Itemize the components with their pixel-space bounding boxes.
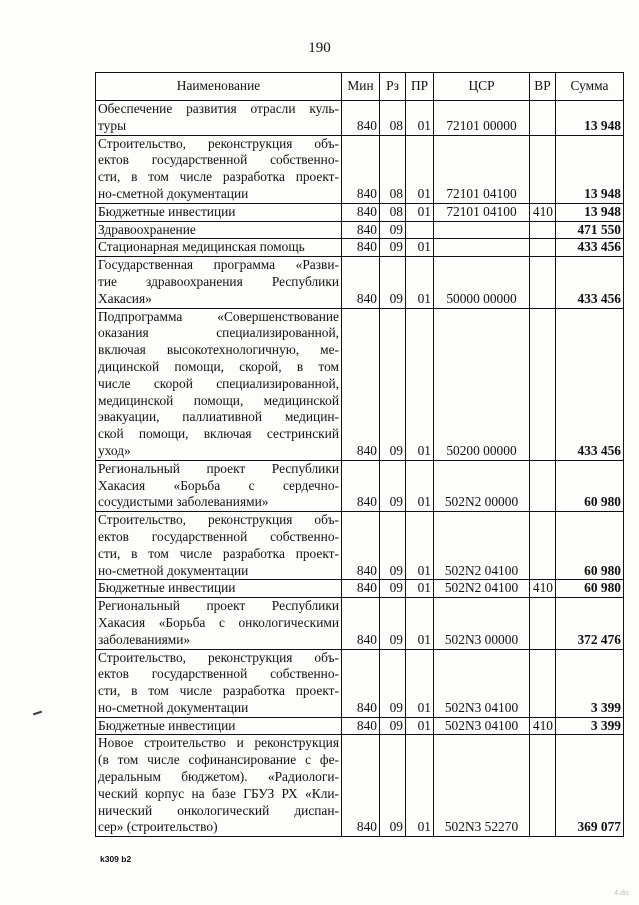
- corner-stamp: 4.dis: [614, 890, 629, 897]
- cell-sum: 433 456: [556, 257, 624, 308]
- cell-vr: [530, 598, 556, 649]
- cell-pr: 01: [406, 460, 434, 511]
- table-row: [96, 257, 624, 308]
- cell-name: [96, 735, 342, 837]
- cell-sum: 13 948: [556, 135, 624, 203]
- table-row: [96, 512, 624, 580]
- table-row: [96, 598, 624, 649]
- cell-name: [96, 598, 342, 649]
- cell-pr: 01: [406, 580, 434, 598]
- cell-sum: 13 948: [556, 203, 624, 221]
- cell-sum: 372 476: [556, 598, 624, 649]
- cell-name: [96, 203, 342, 221]
- header-vr: ВР: [530, 73, 556, 101]
- table-row: [96, 135, 624, 203]
- cell-rz: 08: [380, 101, 406, 136]
- cell-name-line: но-сметной документации: [98, 699, 249, 715]
- header-csr: ЦСР: [434, 73, 530, 101]
- cell-min: 840: [342, 717, 380, 735]
- cell-name-line: Хакасия «Борьба с онкологическими: [98, 614, 339, 630]
- cell-name-line: эвакуации, паллиативной медицин-: [98, 409, 339, 425]
- cell-name-line: туры: [98, 117, 127, 133]
- table-row: [96, 239, 624, 257]
- cell-csr: 502N2 04100: [434, 580, 530, 598]
- page-number: 190: [308, 40, 331, 56]
- footer-code: k309 b2: [100, 854, 132, 864]
- cell-pr: 01: [406, 308, 434, 460]
- cell-vr: [530, 308, 556, 460]
- cell-min: 840: [342, 308, 380, 460]
- cell-name: [96, 460, 342, 511]
- header-min: Мин: [342, 73, 380, 101]
- cell-csr: [434, 221, 530, 239]
- cell-name-line: ектов государственной собственно-: [98, 528, 339, 544]
- cell-pr: 01: [406, 512, 434, 580]
- cell-vr: [530, 735, 556, 837]
- cell-min: 840: [342, 735, 380, 837]
- cell-min: 840: [342, 512, 380, 580]
- cell-sum: 3 399: [556, 649, 624, 717]
- cell-name: [96, 717, 342, 735]
- table-row: [96, 308, 624, 460]
- cell-csr: 72101 04100: [434, 135, 530, 203]
- cell-rz: 09: [380, 460, 406, 511]
- cell-rz: 09: [380, 308, 406, 460]
- cell-name-line: ческий корпус на базе ГБУЗ РХ «Кли-: [98, 785, 339, 801]
- cell-name-line: сосудистыми заболеваниями»: [98, 494, 269, 510]
- cell-vr: 410: [530, 203, 556, 221]
- cell-pr: 01: [406, 135, 434, 203]
- budget-table: [95, 72, 624, 837]
- cell-vr: [530, 101, 556, 136]
- cell-min: 840: [342, 598, 380, 649]
- cell-vr: [530, 135, 556, 203]
- cell-sum: 60 980: [556, 580, 624, 598]
- cell-sum: 471 550: [556, 221, 624, 239]
- cell-min: 840: [342, 203, 380, 221]
- table-row: [96, 460, 624, 511]
- cell-name-line: уход»: [98, 442, 131, 458]
- cell-name: [96, 135, 342, 203]
- cell-min: 840: [342, 649, 380, 717]
- header-sum: Сумма: [556, 73, 624, 101]
- table-row: [96, 735, 624, 837]
- cell-csr: [434, 239, 530, 257]
- cell-vr: [530, 460, 556, 511]
- cell-rz: 09: [380, 649, 406, 717]
- cell-pr: 01: [406, 649, 434, 717]
- cell-min: 840: [342, 239, 380, 257]
- cell-name-line: нический онкологический диспан-: [98, 802, 339, 818]
- cell-csr: 72101 04100: [434, 203, 530, 221]
- cell-name-line: Здравоохранение: [98, 221, 196, 237]
- cell-name-line: Государственная программа «Разви-: [98, 257, 339, 273]
- cell-sum: 60 980: [556, 512, 624, 580]
- cell-name-line: Строительство, реконструкция объ-: [98, 135, 339, 151]
- cell-name-line: Обеспечение развития отрасли куль-: [98, 101, 339, 116]
- cell-name-line: но-сметной документации: [98, 562, 249, 578]
- cell-name-line: Хакасия «Борьба с сердечно-: [98, 477, 339, 493]
- table-row: [96, 717, 624, 735]
- cell-name-line: но-сметной документации: [98, 185, 249, 201]
- cell-csr: 502N3 04100: [434, 717, 530, 735]
- cell-name: [96, 221, 342, 239]
- cell-pr: 01: [406, 239, 434, 257]
- cell-min: 840: [342, 135, 380, 203]
- cell-name-line: Хакасия»: [98, 290, 152, 306]
- cell-rz: 09: [380, 598, 406, 649]
- cell-csr: 50000 00000: [434, 257, 530, 308]
- cell-name-line: Региональный проект Республики: [98, 460, 339, 476]
- cell-name-line: Строительство, реконструкция объ-: [98, 512, 339, 528]
- cell-rz: 09: [380, 512, 406, 580]
- cell-pr: [406, 221, 434, 239]
- cell-rz: 08: [380, 203, 406, 221]
- cell-name-line: деральным бюджетом). «Радиологи-: [98, 769, 339, 785]
- table-row: [96, 649, 624, 717]
- cell-name-line: ектов государственной собственно-: [98, 152, 339, 168]
- cell-rz: 09: [380, 257, 406, 308]
- cell-name-line: ской помощи, включая сестринский: [98, 426, 339, 442]
- cell-name-line: Бюджетные инвестиции: [98, 717, 236, 733]
- cell-pr: 01: [406, 735, 434, 837]
- cell-rz: 09: [380, 239, 406, 257]
- cell-pr: 01: [406, 101, 434, 136]
- table-row: [96, 221, 624, 239]
- cell-sum: 60 980: [556, 460, 624, 511]
- cell-pr: 01: [406, 717, 434, 735]
- cell-csr: 50200 00000: [434, 308, 530, 460]
- cell-name: [96, 257, 342, 308]
- cell-name-line: тие здравоохранения Республики: [98, 273, 339, 289]
- cell-csr: 502N3 00000: [434, 598, 530, 649]
- cell-name: [96, 308, 342, 460]
- cell-name-line: Новое строительство и реконструкция: [98, 735, 339, 751]
- cell-name: [96, 580, 342, 598]
- cell-name-line: Подпрограмма «Совершенствование: [98, 308, 339, 324]
- cell-min: 840: [342, 257, 380, 308]
- cell-vr: 410: [530, 717, 556, 735]
- cell-vr: [530, 239, 556, 257]
- cell-min: 840: [342, 460, 380, 511]
- table-body: [96, 101, 624, 837]
- cell-vr: [530, 257, 556, 308]
- cell-name-line: Бюджетные инвестиции: [98, 580, 236, 596]
- cell-name-line: ектов государственной собственно-: [98, 666, 339, 682]
- cell-name-line: сер» (строительство): [98, 819, 218, 835]
- cell-name-line: заболеваниями»: [98, 631, 191, 647]
- cell-min: 840: [342, 580, 380, 598]
- table-row: [96, 580, 624, 598]
- cell-rz: 09: [380, 717, 406, 735]
- cell-pr: 01: [406, 203, 434, 221]
- cell-rz: 08: [380, 135, 406, 203]
- cell-name-line: медицинской помощи, медицинской: [98, 392, 339, 408]
- cell-name-line: включая высокотехнологичную, ме-: [98, 342, 339, 358]
- cell-csr: 502N2 04100: [434, 512, 530, 580]
- cell-pr: 01: [406, 598, 434, 649]
- cell-sum: 3 399: [556, 717, 624, 735]
- cell-name-line: дицинской помощи, скорой, в том: [98, 358, 339, 374]
- cell-name: [96, 649, 342, 717]
- cell-name-line: числе скорой специализированной,: [98, 375, 339, 391]
- table-row: [96, 101, 624, 136]
- cell-name-line: сти, в том числе разработка проект-: [98, 683, 339, 699]
- cell-name: [96, 101, 342, 136]
- cell-csr: 502N3 52270: [434, 735, 530, 837]
- cell-rz: 09: [380, 735, 406, 837]
- cell-sum: 369 077: [556, 735, 624, 837]
- cell-rz: 09: [380, 580, 406, 598]
- cell-name: [96, 239, 342, 257]
- cell-name-line: Бюджетные инвестиции: [98, 203, 236, 219]
- cell-min: 840: [342, 101, 380, 136]
- table-row: [96, 203, 624, 221]
- margin-pen-mark: [33, 711, 42, 716]
- cell-rz: 09: [380, 221, 406, 239]
- cell-csr: 72101 00000: [434, 101, 530, 136]
- cell-vr: [530, 649, 556, 717]
- cell-name-line: Региональный проект Республики: [98, 598, 339, 614]
- cell-name-line: Стационарная медицинская помощь: [98, 239, 305, 255]
- cell-sum: 433 456: [556, 308, 624, 460]
- cell-name-line: (в том числе софинансирование с фе-: [98, 752, 339, 768]
- cell-sum: 433 456: [556, 239, 624, 257]
- header-pr: ПР: [406, 73, 434, 101]
- cell-csr: 502N3 04100: [434, 649, 530, 717]
- cell-pr: 01: [406, 257, 434, 308]
- cell-vr: [530, 512, 556, 580]
- cell-name-line: оказания специализированной,: [98, 325, 339, 341]
- cell-name-line: сти, в том числе разработка проект-: [98, 169, 339, 185]
- cell-vr: 410: [530, 580, 556, 598]
- cell-name-line: сти, в том числе разработка проект-: [98, 545, 339, 561]
- header-name: Наименование: [96, 73, 342, 101]
- cell-name: [96, 512, 342, 580]
- header-rz: Рз: [380, 73, 406, 101]
- cell-vr: [530, 221, 556, 239]
- cell-sum: 13 948: [556, 101, 624, 136]
- cell-csr: 502N2 00000: [434, 460, 530, 511]
- cell-name-line: Строительство, реконструкция объ-: [98, 649, 339, 665]
- cell-min: 840: [342, 221, 380, 239]
- table-header-row: [96, 73, 624, 101]
